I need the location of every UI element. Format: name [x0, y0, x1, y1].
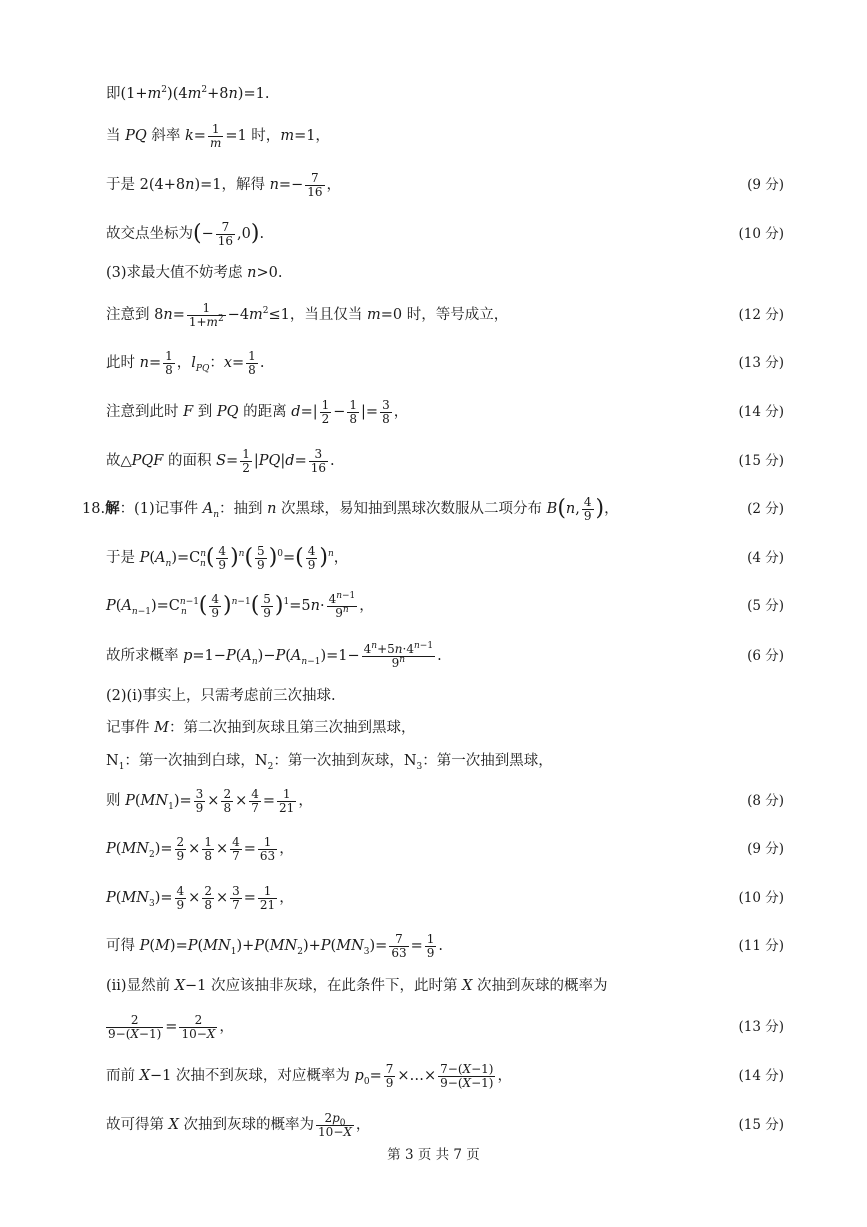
solution-line	[0, 591, 867, 621]
line-text: 当 PQ 斜率 k= $\frac{1}{m}$ =1 时，m=1，	[106, 121, 330, 150]
solution-line	[0, 219, 867, 249]
line-text: 于是 $P(A_n)=C^n_n$( $\frac{4}{9}$ )$^n$( $\frac{5}{9}$ )$^0$=( $\frac{4}{9}$ )$^n$，	[106, 543, 349, 572]
line-text: 故△PQF 的面积 S= $\frac{1}{2}$ |PQ|d= $\frac{3}{16}$ .	[106, 446, 335, 475]
score-label: (2 分)	[747, 501, 784, 517]
line-text: 故可得第 X 次抽到灰球的概率为 $\frac{2p_0}{10-X}$ ，	[106, 1110, 371, 1139]
score-label: (15 分)	[738, 453, 784, 469]
score-label: (9 分)	[747, 177, 784, 193]
line-text: $P(A_{n-1})=C^{n-1}_n$ ( $\frac{4}{9}$ )$^{n-1}$( $\frac{5}{9}$ )$^1$=5n· $\frac{4^{n-1}}{9^n}$ ，	[106, 590, 374, 620]
solution-line	[0, 121, 867, 151]
solution-line	[0, 971, 867, 1001]
line-text: 记事件 M：第二次抽到灰球且第三次抽到黑球，	[106, 720, 416, 736]
solution-line	[0, 713, 867, 743]
score-label: (15 分)	[738, 1117, 784, 1133]
score-label: (13 分)	[738, 1019, 784, 1035]
score-label: (10 分)	[738, 226, 784, 242]
score-label: (13 分)	[738, 355, 784, 371]
score-label: (8 分)	[747, 793, 784, 809]
score-label: (5 分)	[747, 598, 784, 614]
solution-line	[0, 348, 867, 378]
solution-line	[0, 300, 867, 330]
solution-line	[0, 258, 867, 288]
solution-line	[0, 834, 867, 864]
solution-line	[0, 681, 867, 711]
line-text: $P(MN_3)=$ $\frac{4}{9}$ × $\frac{2}{8}$ × $\frac{3}{7}$ = $\frac{1}{21}$ ，	[106, 883, 294, 912]
solution-line	[0, 1110, 867, 1140]
line-text: 注意到 8n= $\frac{1}{1+m^2}$ $-4m^2\le 1$，当且仅当 m=0 时，等号成立，	[106, 300, 509, 329]
score-label: (10 分)	[738, 890, 784, 906]
solution-line	[0, 746, 867, 776]
solution-line	[0, 494, 867, 524]
line-text: 故所求概率 $p=1-P(A_n)-P(A_{n-1})=1-$ $\frac{4^n+5n\cdot 4^{n-1}}{9^n}$ .	[106, 640, 442, 670]
solution-line	[0, 641, 867, 671]
line-text: $\frac{2}{9-(X-1)}$ = $\frac{2}{10-X}$ ，	[108, 1012, 234, 1041]
solution-line	[0, 1061, 867, 1091]
solution-line	[0, 79, 867, 109]
score-label: (4 分)	[747, 550, 784, 566]
page-footer: 第 3 页 共 7 页	[387, 1147, 480, 1163]
line-text: 注意到此时 F 到 PQ 的距离 d=| $\frac{1}{2}$ − $\frac{1}{8}$ |= $\frac{3}{8}$ ，	[106, 397, 409, 426]
line-text: 故交点坐标为(− $\frac{7}{16}$ ,0).	[106, 219, 265, 248]
solution-line	[0, 1012, 867, 1042]
solution-line	[0, 170, 867, 200]
solution-line	[0, 883, 867, 913]
line-text: (2)(ⅰ)事实上，只需考虑前三次抽球.	[106, 688, 336, 704]
line-text: $N_1$：第一次抽到白球，$N_2$：第一次抽到灰球，$N_3$：第一次抽到黑球，	[106, 753, 553, 772]
line-text: (3)求最大值不妨考虑 n>0.	[106, 265, 283, 281]
score-label: (14 分)	[738, 1068, 784, 1084]
solution-line	[0, 931, 867, 961]
line-text: (ⅱ)显然前 X−1 次应该抽非灰球，在此条件下，此时第 X 次抽到灰球的概率为	[106, 978, 608, 994]
score-label: (14 分)	[738, 404, 784, 420]
line-text: 即$(1+m^2)(4m^2+8n)=1$.	[106, 85, 270, 102]
solution-line	[0, 786, 867, 816]
line-text: 18.解：(1)记事件 $A_n$：抽到 n 次黑球，易知抽到黑球次数服从二项分布 B(n, $\frac{4}{9}$ )，	[82, 494, 619, 523]
score-label: (6 分)	[747, 648, 784, 664]
solution-line	[0, 397, 867, 427]
solution-line	[0, 543, 867, 573]
score-label: (11 分)	[738, 938, 784, 954]
line-text: 此时 n= $\frac{1}{8}$ ，$l_{PQ}$：x= $\frac{1}{8}$ .	[106, 348, 265, 377]
line-text: 可得 $P(M)=P(MN_1)+P(MN_2)+P(MN_3)=$ $\frac{7}{63}$ = $\frac{1}{9}$ .	[106, 931, 443, 960]
line-text: $P(MN_2)=$ $\frac{2}{9}$ × $\frac{1}{8}$ × $\frac{4}{7}$ = $\frac{1}{63}$ ，	[106, 834, 294, 863]
score-label: (12 分)	[738, 307, 784, 323]
line-text: 则 $P(MN_1)=$ $\frac{3}{9}$ × $\frac{2}{8}$ × $\frac{4}{7}$ = $\frac{1}{21}$ ，	[106, 786, 313, 815]
line-text: 于是 2(4+8n)=1，解得 n=− $\frac{7}{16}$ ，	[106, 170, 342, 199]
line-text: 而前 X−1 次抽不到灰球，对应概率为 $p_0=$ $\frac{7}{9}$ ×…× $\frac{7-(X-1)}{9-(X-1)}$ ，	[106, 1061, 512, 1090]
score-label: (9 分)	[747, 841, 784, 857]
solution-line	[0, 446, 867, 476]
